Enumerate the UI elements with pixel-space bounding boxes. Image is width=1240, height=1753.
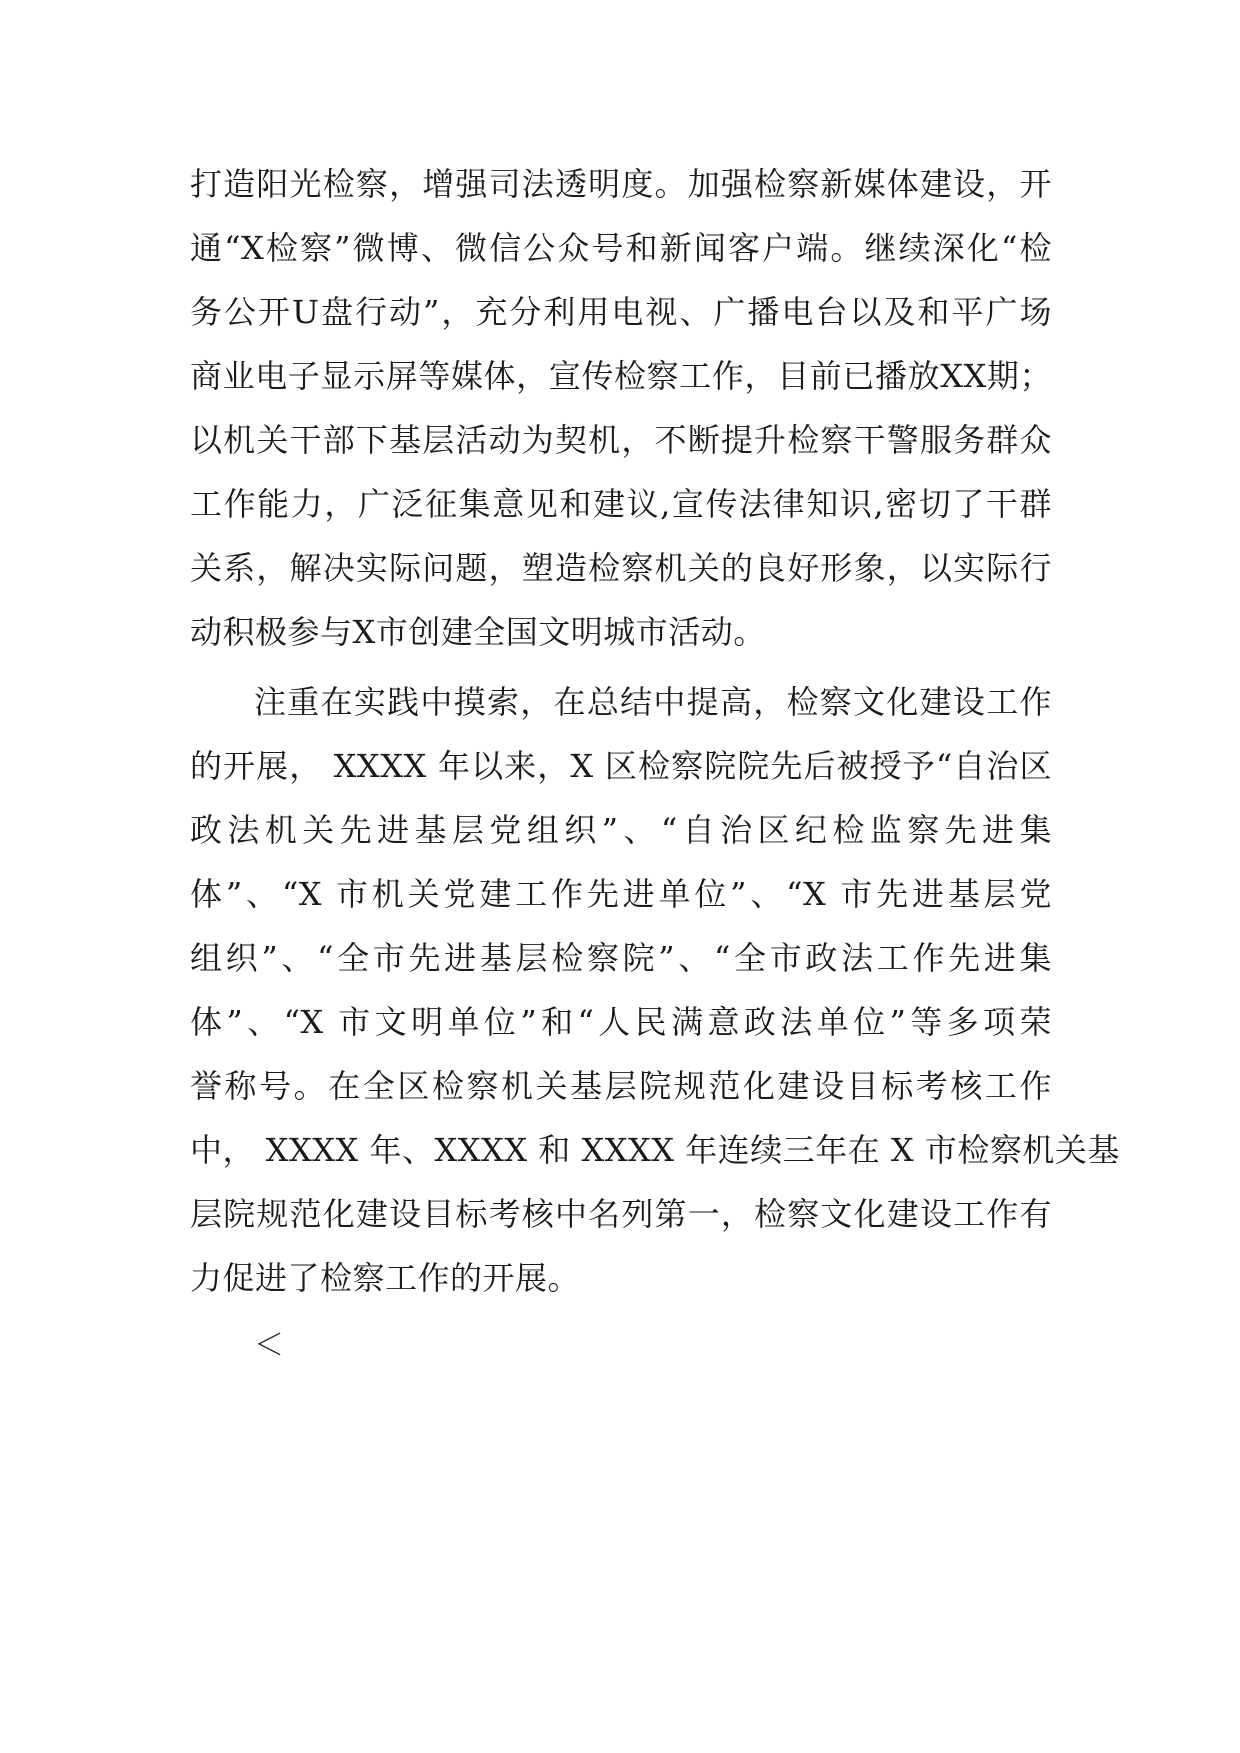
document-body	[190, 152, 1120, 1378]
paragraph-line: 誉称号。在全区检察机关基层院规范化建设目标考核工作	[190, 1067, 1052, 1105]
paragraph-line: 体”、“X 市机关党建工作先进单位”、“X 市先进基层党	[190, 875, 1052, 913]
paragraph-line: 务公开U盘行动”，充分利用电视、广播电台以及和平广场	[190, 293, 1052, 331]
paragraph-line: 打造阳光检察，增强司法透明度。加强检察新媒体建设，开	[190, 165, 1052, 203]
paragraph-line: 中， XXXX 年、XXXX 和 XXXX 年连续三年在 X 市检察机关基	[190, 1131, 1120, 1169]
paragraph-line: 工作能力，广泛征集意见和建议,宣传法律知识,密切了干群	[190, 485, 1052, 523]
paragraph-line: 体”、“X 市文明单位”和“人民满意政法单位”等多项荣	[190, 1003, 1052, 1041]
paragraph-line: 商业电子显示屏等媒体，宣传检察工作，目前已播放XX期；	[190, 357, 1052, 395]
paragraph-2	[190, 670, 1120, 1310]
paragraph-line: 的开展， XXXX 年以来，X 区检察院院先后被授予“自治区	[190, 747, 1052, 785]
paragraph-line: 关系，解决实际问题，塑造检察机关的良好形象，以实际行	[190, 549, 1052, 587]
trailing-mark: ＜	[254, 1328, 284, 1363]
paragraph-line: 以机关干部下基层活动为契机，不断提升检察干警服务群众	[190, 421, 1052, 459]
paragraph-line: 动积极参与X市创建全国文明城市活动。	[190, 613, 766, 651]
paragraph-1	[190, 152, 1052, 664]
paragraph-line: 组织”、“全市先进基层检察院”、“全市政法工作先进集	[190, 939, 1052, 977]
paragraph-line: 政法机关先进基层党组织”、“自治区纪检监察先进集	[190, 811, 1052, 849]
paragraph-line: 通“X检察”微博、微信公众号和新闻客户端。继续深化“检	[190, 229, 1052, 267]
paragraph-line: 层院规范化建设目标考核中名列第一，检察文化建设工作有	[190, 1195, 1052, 1233]
paragraph-line: 注重在实践中摸索，在总结中提高，检察文化建设工作	[254, 683, 1052, 721]
paragraph-line: 力促进了检察工作的开展。	[190, 1259, 581, 1297]
